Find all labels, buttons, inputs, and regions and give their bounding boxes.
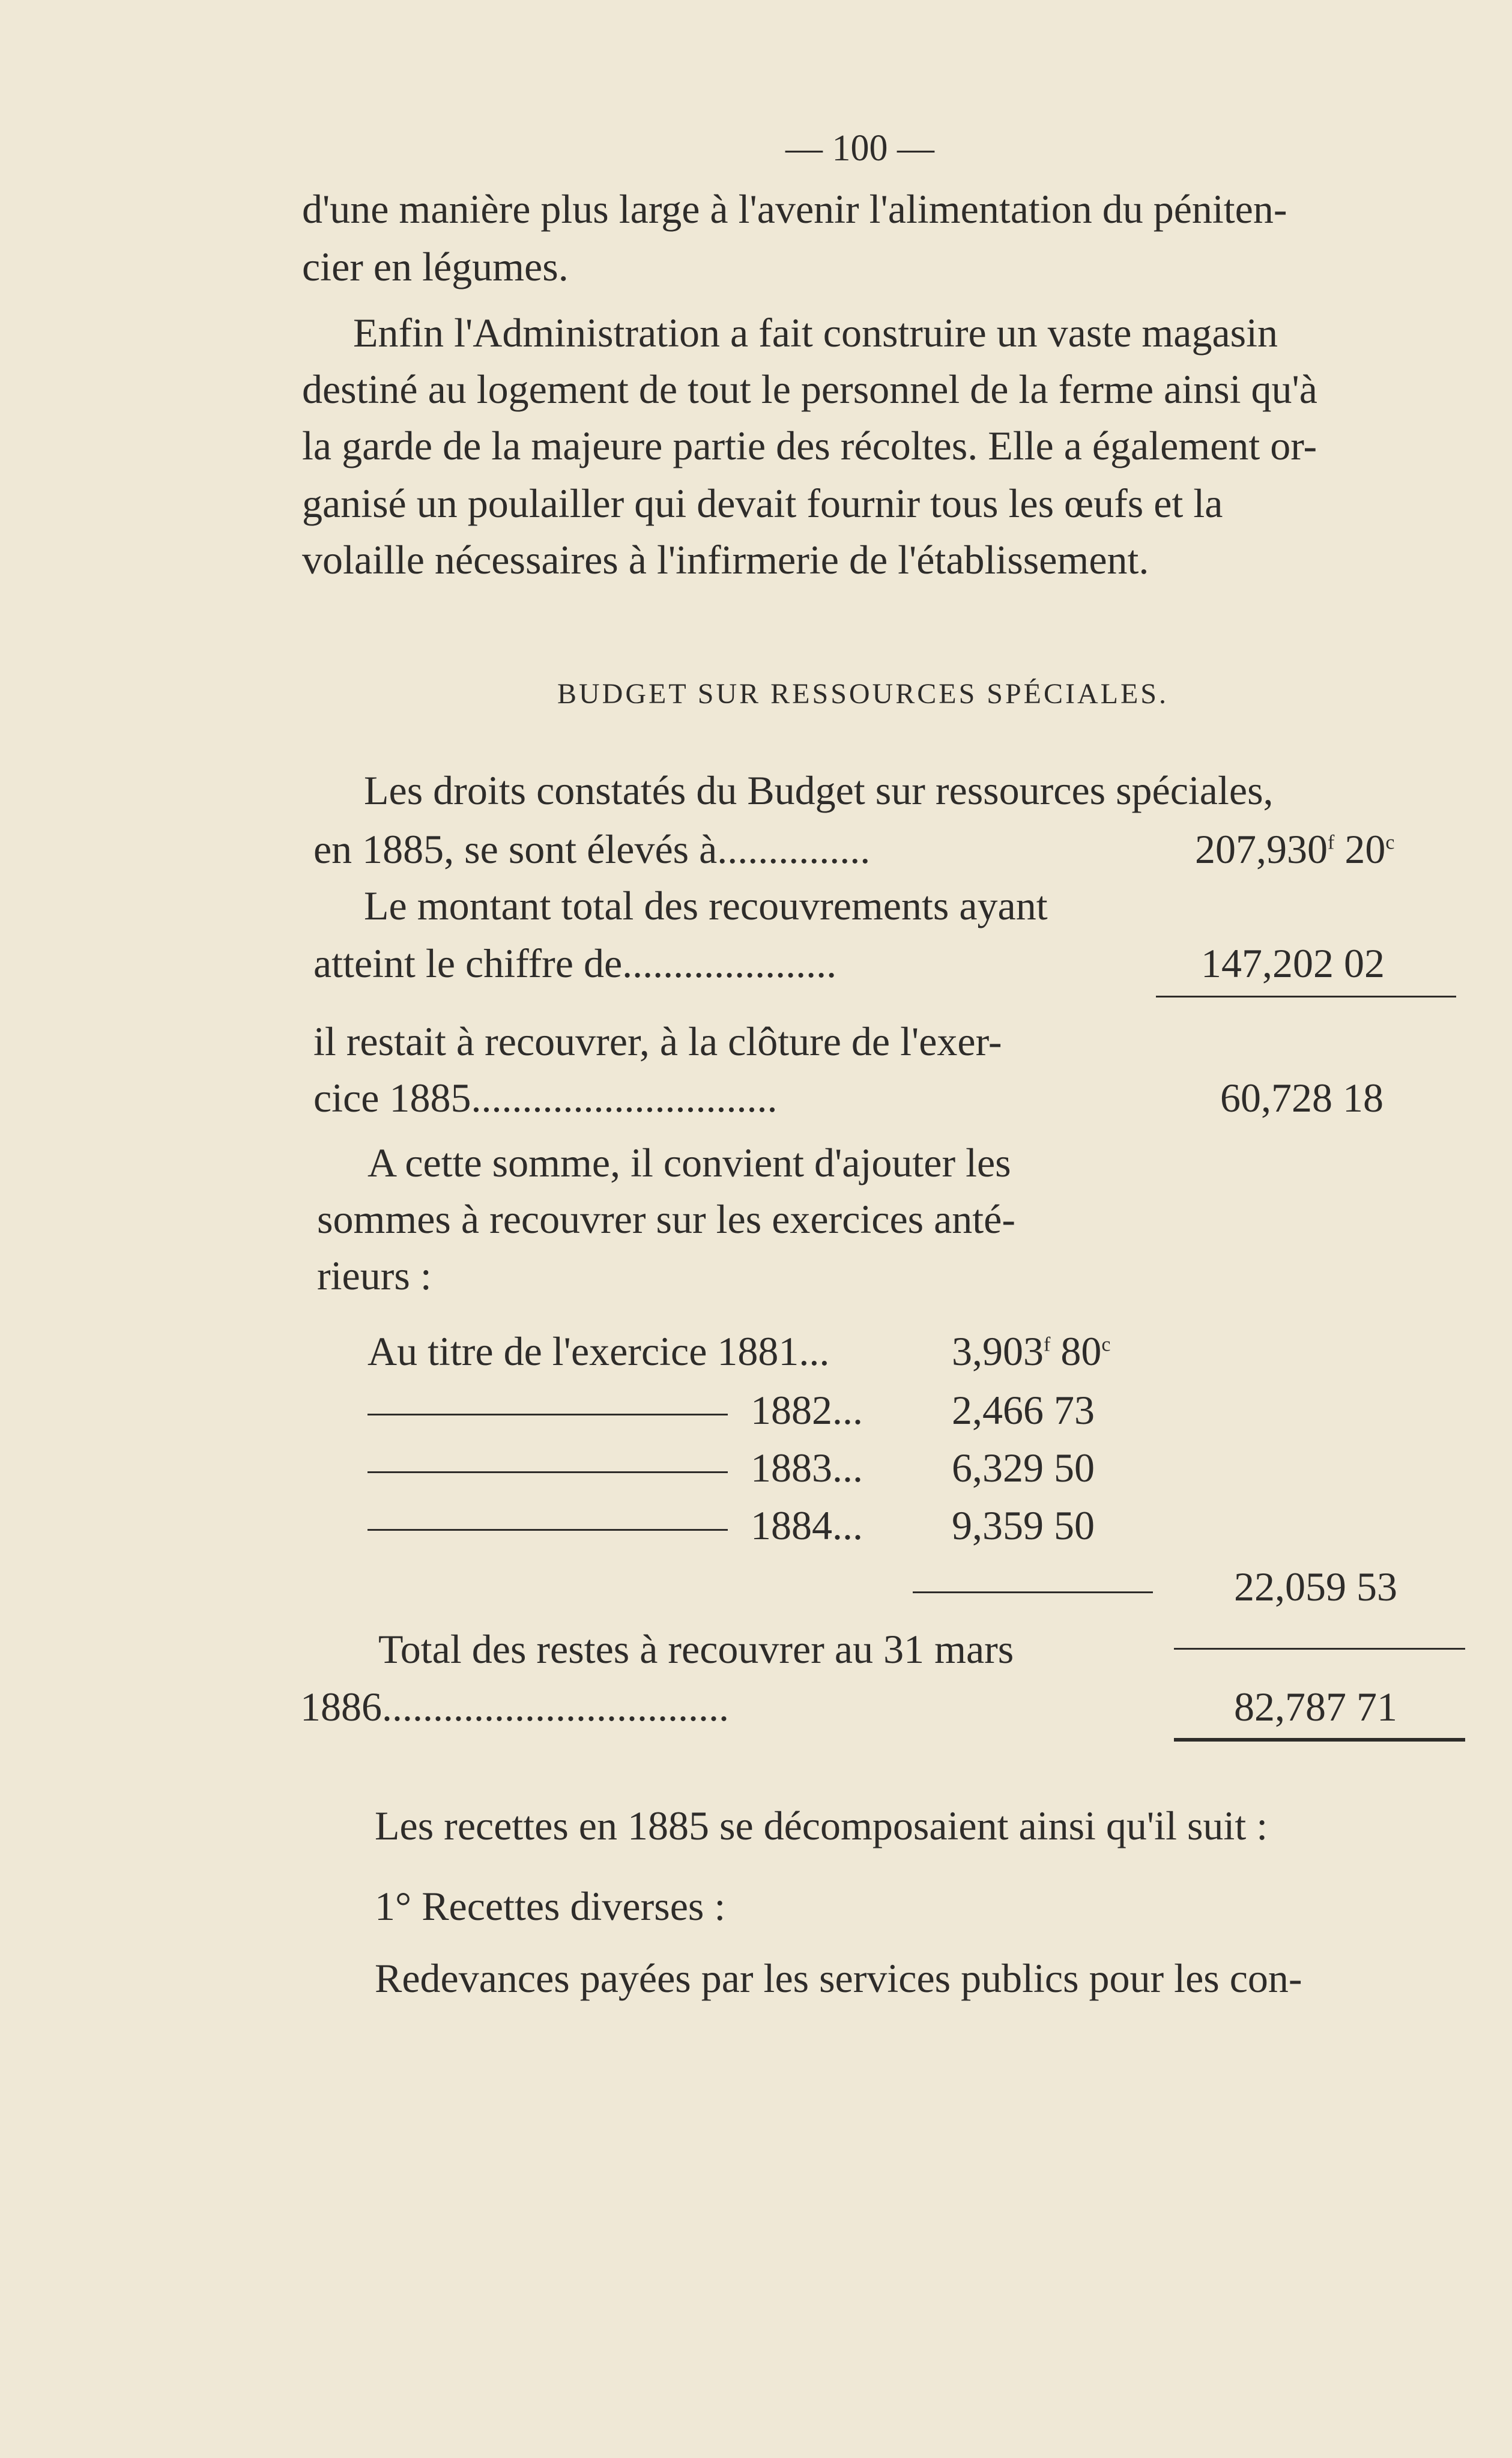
intro-line: volaille nécessaires à l'infirmerie de l'établissement.	[302, 537, 1149, 583]
exercice-amount: 6,329 50	[952, 1445, 1095, 1491]
exercice-1881-cents: 80	[1060, 1328, 1102, 1374]
exercice-1881-francs: 3,903	[952, 1328, 1044, 1374]
droits-amount-value: 207,930	[1195, 826, 1328, 872]
exercice-year: 1883...	[751, 1445, 863, 1491]
exercice-year: 1884...	[751, 1503, 863, 1548]
recouv-line: Le montant total des recouvrements ayant	[364, 883, 1048, 928]
footer-line: 1° Recettes diverses :	[375, 1883, 726, 1929]
droits-line: Les droits constatés du Budget sur ressources spéciales,	[364, 767, 1274, 813]
exercices-subtotal: 22,059 53	[1234, 1564, 1397, 1609]
total-ditto-rule	[1174, 1648, 1465, 1650]
droits-line: en 1885, se sont élevés à...............	[313, 826, 871, 872]
exercice-amount: 2,466 73	[952, 1387, 1095, 1433]
recouv-amount: 147,202 02	[1201, 940, 1385, 986]
intro-line: d'une manière plus large à l'avenir l'alimentation du péniten-	[302, 186, 1287, 232]
intro-line: destiné au logement de tout le personnel de la ferme ainsi qu'à	[302, 366, 1317, 412]
intro-line: cier en légumes.	[302, 244, 569, 289]
subtraction-rule	[1156, 996, 1456, 997]
page-number: — 100 —	[785, 128, 934, 169]
footer-line: Les recettes en 1885 se décomposaient ainsi qu'il suit :	[375, 1803, 1268, 1848]
section-title: BUDGET SUR RESSOURCES SPÉCIALES.	[557, 678, 1169, 710]
total-amount: 82,787 71	[1234, 1684, 1397, 1730]
ditto-rule	[367, 1471, 728, 1473]
exercice-1881-label: Au titre de l'exercice 1881...	[367, 1328, 830, 1374]
exercice-1881-cent-sup: c	[1101, 1333, 1111, 1356]
exercice-year: 1882...	[751, 1387, 863, 1433]
reste-amount: 60,728 18	[1220, 1075, 1383, 1121]
sum-rule	[913, 1591, 1153, 1593]
ditto-rule	[367, 1414, 728, 1415]
exercice-amount: 9,359 50	[952, 1503, 1095, 1548]
ajout-line: A cette somme, il convient d'ajouter les	[367, 1140, 1011, 1185]
footer-line: Redevances payées par les services publics pour les con-	[375, 1955, 1302, 2001]
reste-line: il restait à recouvrer, à la clôture de l'exer-	[313, 1019, 1002, 1064]
ajout-line: sommes à recouvrer sur les exercices anté-	[317, 1196, 1016, 1242]
droits-amount	[1195, 826, 1395, 872]
intro-line: la garde de la majeure partie des récoltes. Elle a également or-	[302, 423, 1317, 468]
droits-franc-sup: f	[1328, 831, 1335, 854]
total-year-line: 1886..................................	[300, 1684, 729, 1730]
recouv-line: atteint le chiffre de.....................	[313, 940, 837, 986]
droits-cent-sup: c	[1385, 831, 1395, 854]
ditto-rule	[367, 1529, 728, 1531]
ajout-line: rieurs :	[317, 1253, 432, 1298]
exercice-1881-franc-sup: f	[1044, 1333, 1051, 1356]
droits-cents-value: 20	[1344, 826, 1386, 872]
reste-line: cice 1885..............................	[313, 1075, 778, 1121]
intro-line: ganisé un poulailler qui devait fournir tous les œufs et la	[302, 480, 1223, 526]
intro-line: Enfin l'Administration a fait construire un vaste magasin	[353, 310, 1278, 356]
total-label: Total des restes à recouvrer au 31 mars	[378, 1626, 1014, 1672]
exercice-1881-amount	[952, 1328, 1111, 1374]
total-underline	[1174, 1738, 1465, 1742]
